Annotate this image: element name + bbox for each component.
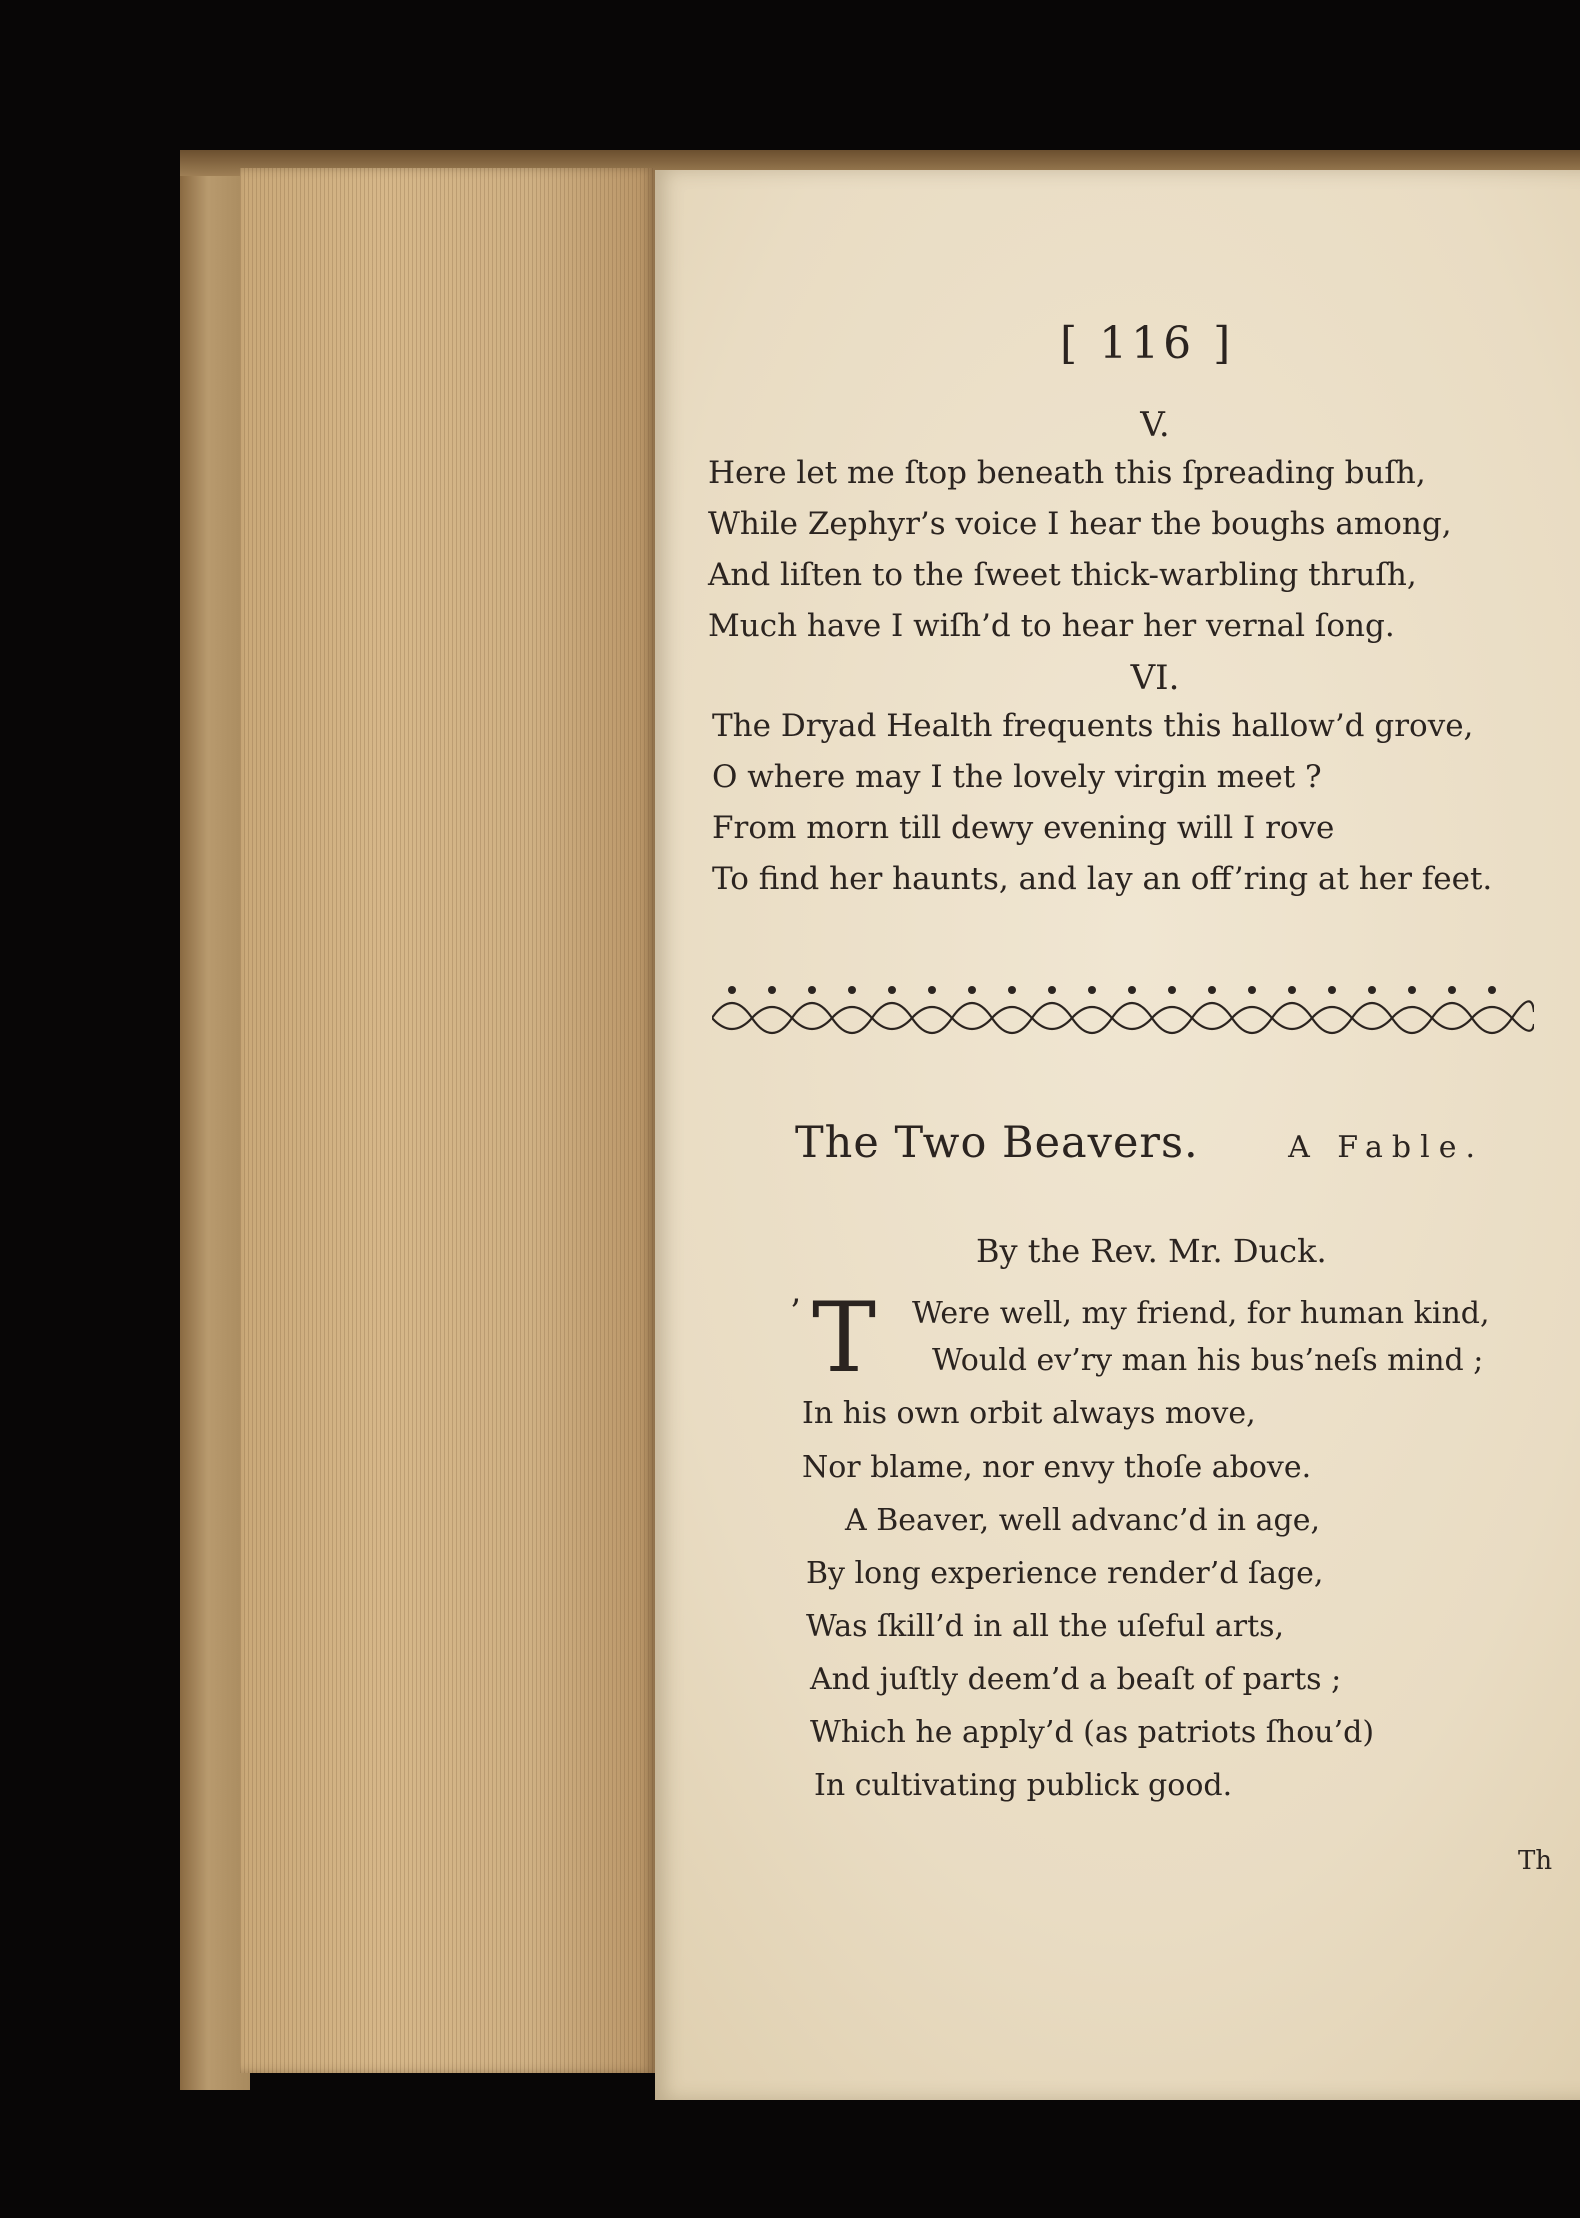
- fable-line: Would ev’ry man his bus’neſs mind ;: [932, 1343, 1484, 1378]
- verse-line: While Zephyr’s voice I hear the boughs among,: [708, 506, 1452, 542]
- fable-title-main: The Two Beavers.: [795, 1118, 1199, 1168]
- page-number: [ 116 ]: [1060, 318, 1235, 369]
- opening-quote: ’: [790, 1292, 801, 1332]
- verse-line: To find her haunts, and lay an off’ring at her feet.: [712, 861, 1493, 897]
- catchword: Th: [1518, 1846, 1553, 1876]
- fable-line: Was ſkill’d in all the uſeful arts,: [806, 1609, 1285, 1644]
- fable-line: Nor blame, nor envy thoſe above.: [802, 1450, 1312, 1485]
- fable-line: Which he apply’d (as patriots ſhou’d): [810, 1715, 1375, 1750]
- verse-line: O where may I the lovely virgin meet ?: [712, 759, 1322, 795]
- fable-line: By long experience render’d ſage,: [806, 1556, 1324, 1591]
- fable-title: [795, 1118, 1484, 1168]
- decorative-ornament-band: [712, 978, 1534, 1040]
- verse-line: The Dryad Health frequents this hallow’d grove,: [712, 708, 1474, 744]
- fable-title-suffix: A Fable.: [1288, 1130, 1485, 1165]
- verse-line: And liſten to the ſweet thick-warbling thruſh,: [708, 557, 1417, 593]
- page-edges: [240, 168, 655, 2073]
- fable-line: Were well, my friend, for human kind,: [912, 1296, 1490, 1331]
- stanza-numeral: V.: [1140, 405, 1170, 445]
- fable-line: In cultivating publick good.: [814, 1768, 1233, 1803]
- fable-line: A Beaver, well advanc’d in age,: [845, 1503, 1321, 1538]
- stanza-numeral: VI.: [1130, 658, 1180, 698]
- fable-line: In his own orbit always move,: [802, 1396, 1256, 1431]
- verse-line: Here let me ſtop beneath this ſpreading buſh,: [708, 455, 1426, 491]
- verse-line: From morn till dewy evening will I rove: [712, 810, 1335, 846]
- fable-line: And juſtly deem’d a beaſt of parts ;: [810, 1662, 1342, 1697]
- verse-line: Much have I wiſh’d to hear her vernal ſong.: [708, 608, 1395, 644]
- byline: By the Rev. Mr. Duck.: [976, 1232, 1327, 1270]
- drop-cap: T: [812, 1282, 877, 1394]
